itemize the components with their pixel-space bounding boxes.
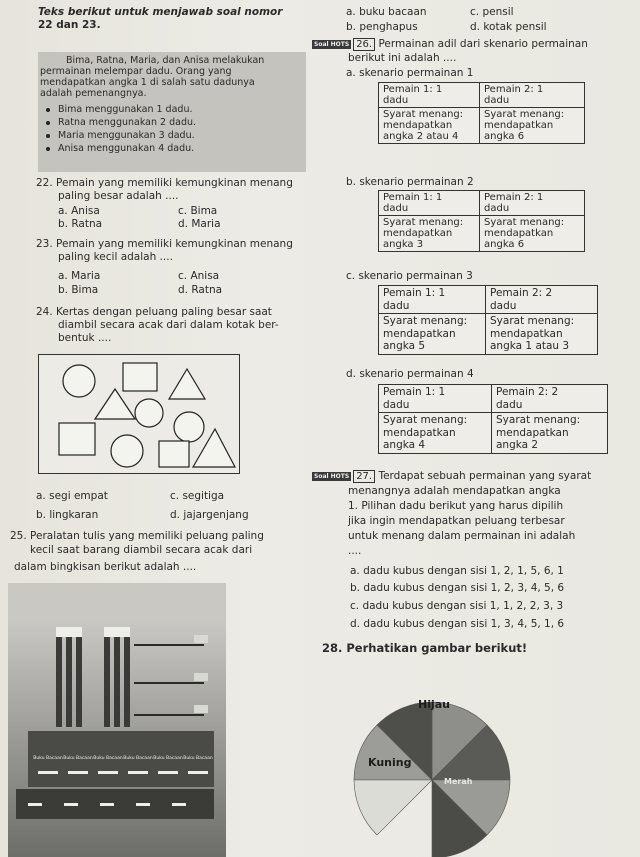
q26-header bbox=[312, 38, 588, 51]
intro-line-1: Teks berikut untuk menjawab soal nomor bbox=[38, 6, 283, 18]
q25-option-d[interactable]: d. kotak pensil bbox=[470, 21, 547, 33]
passage-bullet: Ratna menggunakan 2 dadu. bbox=[46, 117, 196, 129]
q27-stem-1: Terdapat sebuah permainan yang syarat bbox=[378, 470, 592, 482]
intro-line-2: 22 dan 23. bbox=[38, 19, 101, 31]
circle-shape bbox=[63, 365, 95, 397]
q23-stem-1: 23. Pemain yang memiliki kemungkinan menang bbox=[36, 238, 293, 250]
q22-stem-1: 22. Pemain yang memiliki kemungkinan menang bbox=[36, 177, 293, 189]
passage-bullet: Anisa menggunakan 4 dadu. bbox=[46, 143, 194, 155]
wheel-label-kuning: Kuning bbox=[368, 756, 412, 769]
q27-stem-5: untuk menang dalam permainan ini adalah bbox=[348, 530, 576, 542]
q22-option-a[interactable]: a. Anisa bbox=[58, 205, 100, 217]
book-label: Buku Bacaan bbox=[153, 756, 183, 761]
q26-option-b-label[interactable]: b. skenario permainan 2 bbox=[346, 176, 474, 188]
q22-option-b[interactable]: b. Ratna bbox=[58, 218, 103, 230]
q27-stem-3: 1. Pilihan dadu berikut yang harus dipilih bbox=[348, 500, 564, 512]
square-shape bbox=[59, 423, 95, 455]
wheel-segment bbox=[354, 780, 432, 835]
q27-number: 27. bbox=[353, 470, 375, 483]
q25-stem-1: 25. Peralatan tulis yang memiliki peluang paling bbox=[10, 530, 264, 542]
square-shape bbox=[123, 363, 157, 391]
wheel-label-hijau: Hijau bbox=[418, 698, 451, 711]
q26-stem-1: Permainan adil dari skenario permainan bbox=[378, 38, 588, 50]
q26-stem-2: berikut ini adalah .... bbox=[348, 52, 457, 64]
q27-option-d[interactable]: d. dadu kubus dengan sisi 1, 3, 4, 5, 1, 6 bbox=[350, 618, 565, 630]
q26-option-d-label[interactable]: d. skenario permainan 4 bbox=[346, 368, 474, 380]
q27-option-a[interactable]: a. dadu kubus dengan sisi 1, 2, 1, 5, 6, 1 bbox=[350, 565, 564, 577]
square-shape bbox=[159, 441, 189, 467]
stationery-svg bbox=[8, 583, 226, 857]
scenario-1-table: Pemain 1: 1 dadu Pemain 2: 1 dadu Syarat menang: mendapatkan angka 2 atau 4 Syarat menang: mendapatkan angka 6 bbox=[378, 82, 585, 144]
triangle-shape bbox=[169, 369, 205, 399]
circle-shape bbox=[135, 399, 163, 427]
passage-line-1: Bima, Ratna, Maria, dan Anisa melakukan bbox=[66, 55, 265, 66]
triangle-shape bbox=[95, 389, 135, 419]
q22-option-d[interactable]: d. Maria bbox=[178, 218, 221, 230]
q27-stem-2: menangnya adalah mendapatkan angka bbox=[348, 485, 561, 497]
q28-stem: 28. Perhatikan gambar berikut! bbox=[322, 641, 528, 655]
q25-option-c[interactable]: c. pensil bbox=[470, 6, 514, 18]
q24-stem-3: bentuk .... bbox=[58, 332, 112, 344]
hots-badge: Soal HOTS bbox=[314, 472, 350, 480]
passage-bullet: Bima menggunakan 1 dadu. bbox=[46, 104, 192, 116]
q27-option-c[interactable]: c. dadu kubus dengan sisi 1, 1, 2, 2, 3, 3 bbox=[350, 600, 564, 612]
scenario-2-table: Pemain 1: 1 dadu Pemain 2: 1 dadu Syarat menang: mendapatkan angka 3 Syarat menang: mendapatkan angka 6 bbox=[378, 190, 585, 252]
q24-option-c[interactable]: c. segitiga bbox=[170, 490, 225, 502]
book-label: Buku Bacaan bbox=[123, 756, 153, 761]
q26-option-a-label[interactable]: a. skenario permainan 1 bbox=[346, 67, 474, 79]
scenario-4-table: Pemain 1: 1 dadu Pemain 2: 2 dadu Syarat menang: mendapatkan angka 4 Syarat menang: mendapatkan angka 2 bbox=[378, 384, 608, 454]
q27-stem-4: jika ingin mendapatkan peluang terbesar bbox=[348, 515, 565, 527]
q23-option-b[interactable]: b. Bima bbox=[58, 284, 99, 296]
q24-option-a[interactable]: a. segi empat bbox=[36, 490, 108, 502]
q23-option-a[interactable]: a. Maria bbox=[58, 270, 101, 282]
q24-option-b[interactable]: b. lingkaran bbox=[36, 509, 99, 521]
book-label: Buku Bacaan bbox=[33, 756, 63, 761]
q25-stem-2: kecil saat barang diambil secara acak dari bbox=[30, 544, 253, 556]
scenario-3-table: Pemain 1: 1 dadu Pemain 2: 2 dadu Syarat menang: mendapatkan angka 5 Syarat menang: mendapatkan angka 1 atau 3 bbox=[378, 285, 598, 355]
q26-option-c-label[interactable]: c. skenario permainan 3 bbox=[346, 270, 473, 282]
passage-bullet: Maria menggunakan 3 dadu. bbox=[46, 130, 195, 142]
q22-stem-2: paling besar adalah .... bbox=[58, 190, 179, 202]
circle-shape bbox=[111, 435, 143, 467]
q27-header bbox=[312, 470, 591, 483]
q24-stem-1: 24. Kertas dengan peluang paling besar saat bbox=[36, 306, 272, 318]
q23-stem-2: paling kecil adalah .... bbox=[58, 251, 173, 263]
q23-option-c[interactable]: c. Anisa bbox=[178, 270, 220, 282]
book-label: Buku Bacaan bbox=[183, 756, 213, 761]
shapes-svg bbox=[39, 355, 239, 473]
book-label: Buku Bacaan bbox=[93, 756, 123, 761]
stationery-photo bbox=[8, 583, 226, 857]
q25-stem-3: dalam bingkisan berikut adalah .... bbox=[14, 561, 197, 573]
book-label: Buku Bacaan bbox=[63, 756, 93, 761]
shapes-figure bbox=[38, 354, 240, 474]
q23-option-d[interactable]: d. Ratna bbox=[178, 284, 223, 296]
passage-line-4: adalah pemenangnya. bbox=[40, 88, 147, 99]
color-wheel-figure bbox=[352, 660, 512, 857]
q27-stem-6: .... bbox=[348, 545, 362, 557]
passage-line-3: mendapatkan angka 1 di salah satu dadunya bbox=[40, 77, 255, 88]
q24-option-d[interactable]: d. jajargenjang bbox=[170, 509, 249, 521]
q25-option-b[interactable]: b. penghapus bbox=[346, 21, 418, 33]
q24-stem-2: diambil secara acak dari dalam kotak ber- bbox=[58, 319, 279, 331]
q26-number: 26. bbox=[353, 38, 375, 51]
q22-option-c[interactable]: c. Bima bbox=[178, 205, 218, 217]
q27-option-b[interactable]: b. dadu kubus dengan sisi 1, 2, 3, 4, 5, 6 bbox=[350, 582, 565, 594]
circle-shape bbox=[174, 412, 204, 442]
hots-badge: Soal HOTS bbox=[314, 40, 350, 48]
q25-option-a[interactable]: a. buku bacaan bbox=[346, 6, 427, 18]
passage-line-2: permainan melempar dadu. Orang yang bbox=[40, 66, 232, 77]
wheel-label-merah: Merah bbox=[444, 777, 473, 786]
